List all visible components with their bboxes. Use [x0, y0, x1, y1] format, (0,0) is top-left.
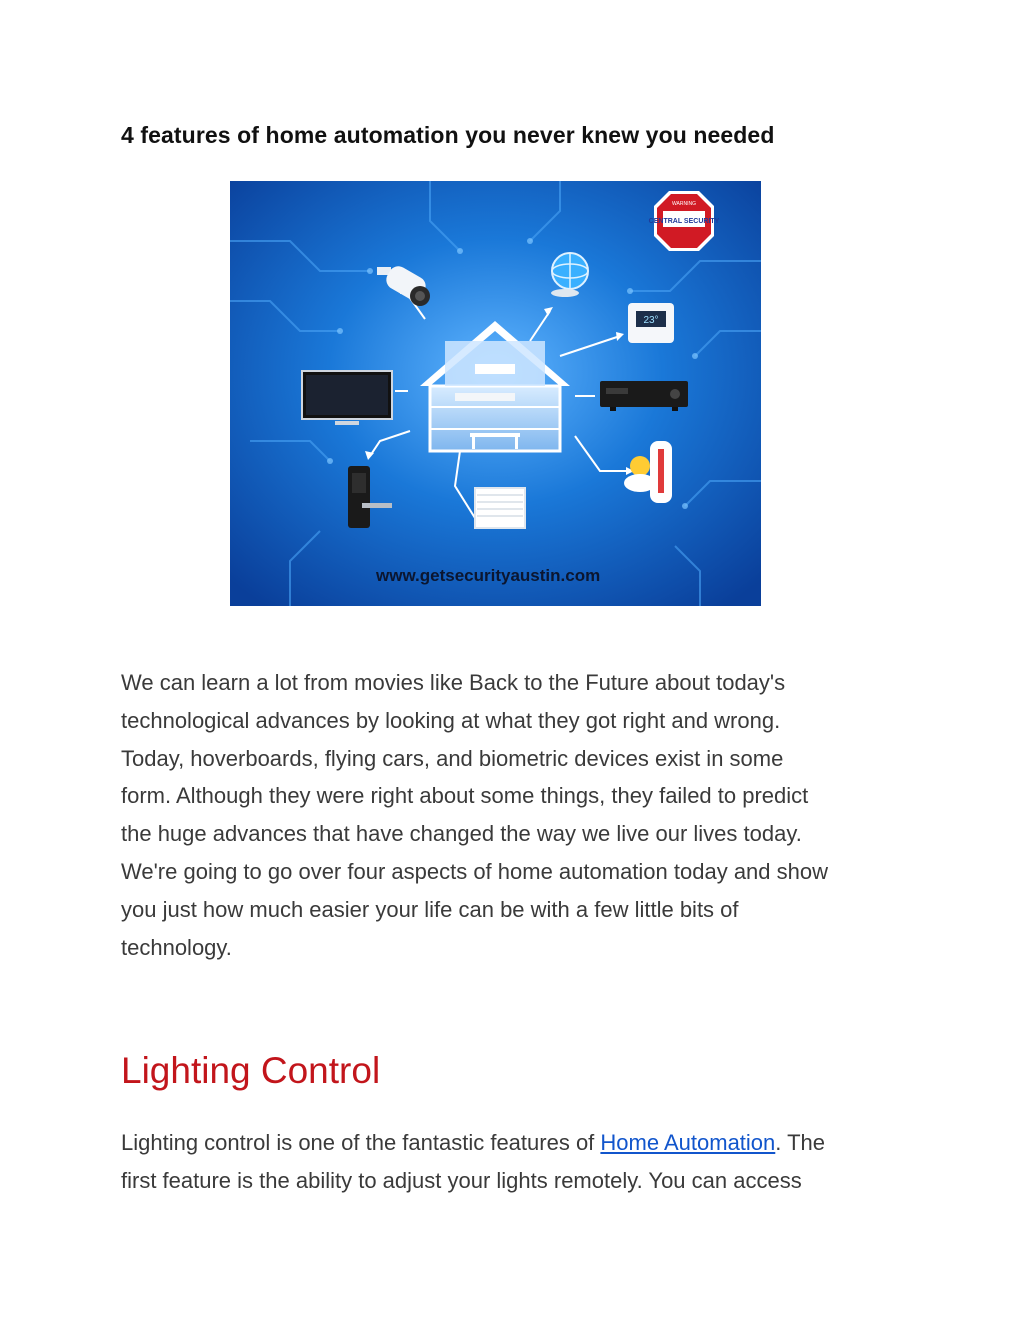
lighting-paragraph	[121, 1124, 921, 1200]
hero-website-text: www.getsecurityaustin.com	[376, 566, 601, 585]
intro-paragraph	[121, 664, 921, 966]
intro-line: We're going to go over four aspects of home automation today and show	[121, 858, 828, 884]
lighting-line-2: first feature is the ability to adjust your lights remotely. You can access	[121, 1167, 802, 1193]
intro-line: Today, hoverboards, flying cars, and biometric devices exist in some	[121, 745, 784, 771]
lighting-line-1	[121, 1124, 921, 1162]
intro-line: technology.	[121, 934, 232, 960]
intro-line: the huge advances that have changed the way we live our lives today.	[121, 821, 802, 847]
home-automation-link[interactable]: Home Automation	[600, 1130, 776, 1155]
intro-line: technological advances by looking at what they got right and wrong.	[121, 707, 781, 733]
badge-brand-text: CENTRAL SECURITY	[648, 218, 720, 225]
article-title: 4 features of home automation you never knew you needed	[121, 122, 775, 148]
lighting-text-after-link: . The	[775, 1130, 826, 1155]
section-heading-lighting-control: Lighting Control	[121, 1050, 381, 1091]
intro-line: We can learn a lot from movies like Back to the Future about today's	[121, 670, 786, 695]
thermostat-reading: 23°	[643, 315, 659, 326]
hero-image	[230, 181, 761, 606]
intro-line: you just how much easier your life can be with a few little bits of	[121, 896, 739, 922]
badge-top-text: WARNING	[672, 201, 696, 207]
lighting-text-before-link: Lighting control is one of the fantastic features of	[121, 1130, 601, 1155]
intro-line: form. Although they were right about some things, they failed to predict	[121, 783, 809, 809]
